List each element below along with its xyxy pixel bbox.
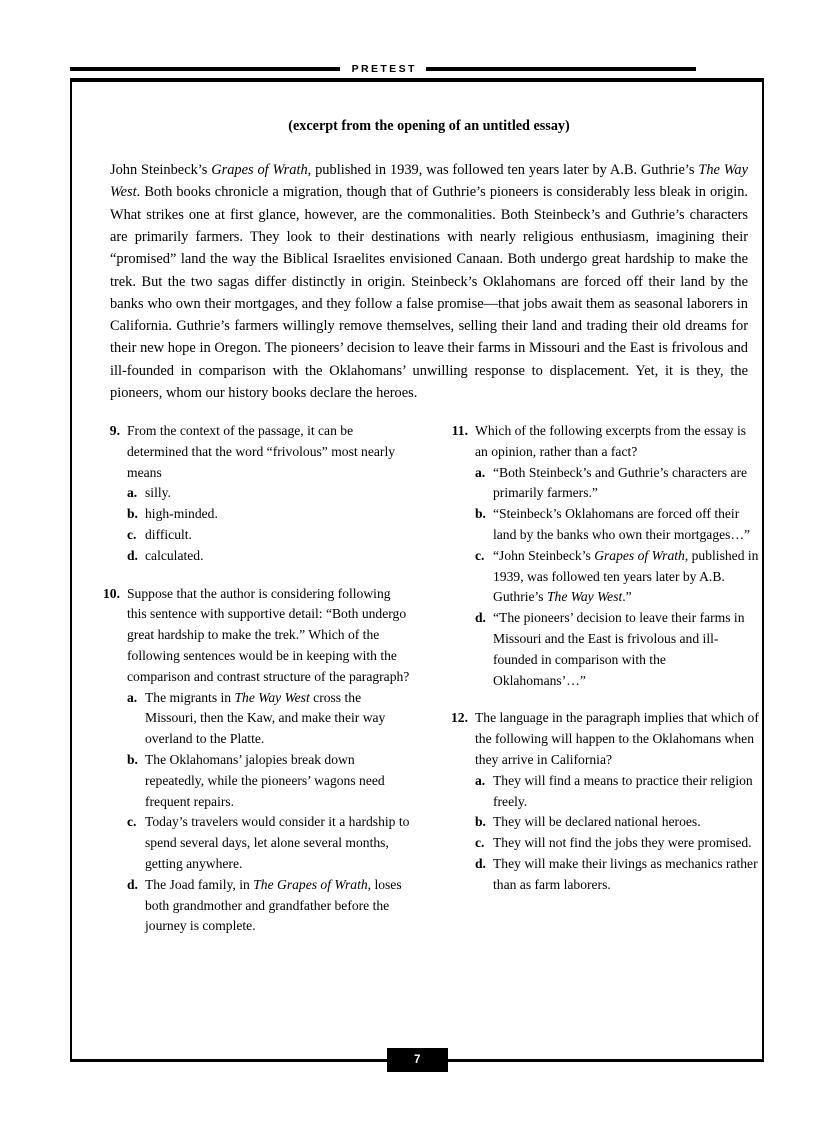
- answer-choice-letter: d.: [127, 547, 138, 563]
- answer-choice-text: They will find a means to practice their religion freely.: [493, 772, 753, 809]
- question-item: [98, 584, 412, 938]
- answer-choice-letter: b.: [475, 506, 486, 522]
- answer-choice-letter: c.: [475, 547, 485, 563]
- answer-choice[interactable]: [98, 688, 412, 750]
- question-stem: [446, 421, 760, 463]
- answer-choice-list: [446, 771, 760, 896]
- answer-choice-text: They will be declared national heroes.: [493, 814, 701, 830]
- answer-choice-text: “Steinbeck’s Oklahomans are forced off their land by the banks who own their mortgages…”: [493, 506, 751, 542]
- answer-choice-letter: d.: [475, 855, 486, 871]
- answer-choice-text: “Both Steinbeck’s and Guthrie’s characters are primarily farmers.”: [493, 464, 748, 501]
- answer-choice[interactable]: [98, 483, 412, 504]
- answer-choice[interactable]: [446, 608, 760, 691]
- answer-choice[interactable]: [446, 812, 760, 833]
- passage-heading: (excerpt from the opening of an untitled essay): [288, 118, 570, 134]
- running-head-label: PRETEST: [351, 62, 417, 75]
- answer-choice-list: [98, 688, 412, 938]
- answer-choice-text: silly.: [145, 485, 171, 501]
- answer-choice-text: calculated.: [145, 547, 204, 563]
- answer-choice-text: high-minded.: [145, 506, 218, 522]
- answer-choice-letter: d.: [475, 610, 486, 626]
- questions-area: [98, 421, 760, 937]
- answer-choice[interactable]: [446, 833, 760, 854]
- passage-body: John Steinbeck’s Grapes of Wrath, published in 1939, was followed ten years later by A.B. Guthrie’s The Way West. Both books chronicle a migration, though that of Guthrie’s pioneers is considerably less bleak in origin. What strikes one at first glance, however, are the commonalities. Both Steinbeck’s and Guthrie’s characters are primarily farmers. They look to their destinations with nearly religious enthusiasm, imagining their “promised” land the way the Biblical Israelites envisioned Canaan. Both undergo great hardship to make the trek. But the two sagas differ distinctly in origin. Steinbeck’s Oklahomans are forced off their land by the banks who own their mortgages, and they follow a false promise—that jobs await them as seasonal laborers in California. Guthrie’s farmers willingly remove themselves, selling their land and trading their old dreams for their new hope in Oregon. The pioneers’ decision to leave their farms in Missouri and the East is frivolous and ill-founded in comparison with the Oklahomans’ unwilling response to displacement. Yet, it is they, the pioneers, whom our history books declare the heroes.: [110, 162, 748, 401]
- answer-choice-text: difficult.: [145, 526, 192, 542]
- question-stem-text: The language in the paragraph implies that which of the following will happen to the Oklahomans when they arrive in California?: [475, 710, 759, 767]
- answer-choice[interactable]: [98, 812, 412, 874]
- answer-choice-text: The migrants in The Way West cross the Missouri, then the Kaw, and make their way overland to the Platte.: [145, 689, 386, 747]
- answer-choice[interactable]: [98, 875, 412, 937]
- running-head: [70, 59, 696, 79]
- question-stem-text: From the context of the passage, it can be determined that the word “frivolous” most nearly means: [127, 423, 396, 480]
- answer-choice-text: “John Steinbeck’s Grapes of Wrath, published in 1939, was followed ten years later by A.B. Guthrie’s The Way West.”: [493, 547, 759, 605]
- answer-choice-letter: a.: [475, 772, 486, 788]
- answer-choice-letter: a.: [127, 485, 138, 501]
- answer-choice[interactable]: [98, 525, 412, 546]
- question-number: 12.: [451, 710, 468, 726]
- answer-choice-list: [446, 463, 760, 692]
- question-item: [446, 421, 760, 691]
- answer-choice[interactable]: [446, 854, 760, 896]
- answer-choice-letter: c.: [127, 814, 137, 830]
- answer-choice-letter: a.: [475, 464, 486, 480]
- answer-choice-text: Today’s travelers would consider it a hardship to spend several days, let alone several months, getting anywhere.: [145, 814, 410, 871]
- question-stem: [98, 421, 412, 483]
- question-item: [98, 421, 412, 567]
- question-column-right: [446, 421, 760, 896]
- answer-choice-text: The Joad family, in The Grapes of Wrath, loses both grandmother and grandfather before the journey is complete.: [145, 876, 402, 934]
- answer-choice-letter: b.: [475, 814, 486, 830]
- question-number: 10.: [103, 585, 120, 601]
- answer-choice[interactable]: [98, 504, 412, 525]
- question-stem: [98, 584, 412, 688]
- question-stem-text: Which of the following excerpts from the essay is an opinion, rather than a fact?: [475, 423, 747, 459]
- question-item: [446, 708, 760, 895]
- answer-choice-text: The Oklahomans’ jalopies break down repeatedly, while the pioneers’ wagons need frequent repairs.: [145, 751, 385, 809]
- answer-choice-text: “The pioneers’ decision to leave their farms in Missouri and the East is frivolous and ill-founded in comparison with the Oklahomans’…”: [493, 610, 745, 688]
- answer-choice-letter: b.: [127, 506, 138, 522]
- answer-choice-text: They will not find the jobs they were promised.: [493, 835, 752, 851]
- answer-choice-letter: c.: [127, 526, 137, 542]
- question-column-left: [98, 421, 412, 937]
- running-head-rule-left: [70, 67, 340, 71]
- answer-choice-letter: c.: [475, 835, 485, 851]
- answer-choice[interactable]: [446, 771, 760, 813]
- answer-choice[interactable]: [98, 750, 412, 812]
- running-head-rule-right: [426, 67, 696, 71]
- answer-choice[interactable]: [446, 463, 760, 505]
- answer-choice-text: They will make their livings as mechanics rather than as farm laborers.: [493, 855, 758, 892]
- question-stem-text: Suppose that the author is considering following this sentence with supportive detail: “Both undergo great hardship to make the trek.” Which of the following sentences would be in keeping with the comparison and contrast structure of the paragraph?: [127, 585, 410, 684]
- answer-choice-letter: b.: [127, 751, 138, 767]
- answer-choice-letter: a.: [127, 689, 138, 705]
- passage-block: [110, 118, 748, 404]
- question-number: 9.: [109, 423, 120, 438]
- question-stem: [446, 708, 760, 770]
- answer-choice-list: [98, 483, 412, 566]
- question-number: 11.: [451, 423, 468, 438]
- answer-choice[interactable]: [446, 546, 760, 608]
- answer-choice[interactable]: [446, 504, 760, 546]
- page-number-folio: 7: [387, 1048, 448, 1072]
- answer-choice[interactable]: [98, 546, 412, 567]
- answer-choice-letter: d.: [127, 876, 138, 892]
